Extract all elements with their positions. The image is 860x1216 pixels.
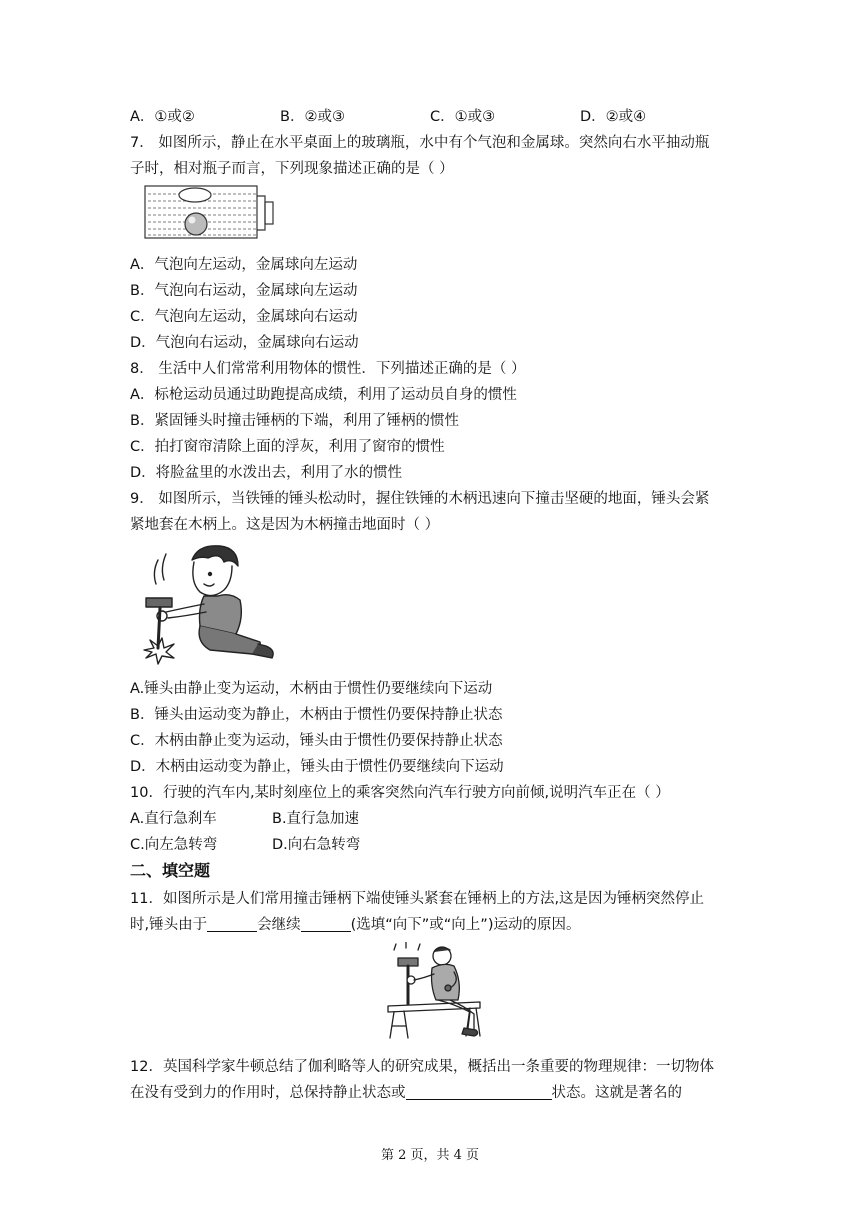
q6-option-c: C．①或③	[430, 109, 496, 125]
q7-stem-line2: 子时，相对瓶子而言，下列现象描述正确的是（ ）	[130, 161, 454, 177]
q8-option-c: C．拍打窗帘清除上面的浮灰，利用了窗帘的惯性	[130, 439, 445, 455]
q10-option-c: C.向左急转弯	[130, 837, 218, 853]
q9-option-c: C．木柄由静止变为运动，锤头由于惯性仍要保持静止状态	[130, 733, 503, 749]
q8-option-a: A．标枪运动员通过助跑提高成绩，利用了运动员自身的惯性	[130, 387, 517, 403]
bottle-figure	[143, 184, 275, 242]
q6-option-b: B．②或③	[280, 109, 345, 125]
q11-stem-line2	[130, 912, 580, 938]
q11-blank-1[interactable]	[207, 915, 257, 932]
q10-stem: 10．行驶的汽车内,某时刻座位上的乘客突然向汽车行驶方向前倾,说明汽车正在（ ）	[130, 785, 670, 801]
q6-option-d: D．②或④	[580, 109, 647, 125]
q9-option-d: D．木柄由运动变为静止，锤头由于惯性仍要继续向下运动	[130, 759, 504, 775]
q12-stem-line1: 12．英国科学家牛顿总结了伽利略等人的研究成果，概括出一条重要的物理规律：一切物体	[130, 1059, 714, 1075]
q7-option-c: C．气泡向左运动，金属球向右运动	[130, 309, 358, 325]
q11-stem-line1: 11．如图所示是人们常用撞击锤柄下端使锤头紧套在锤柄上的方法,这是因为锤柄突然停止	[130, 891, 705, 907]
q11-text-b: 会继续	[257, 917, 301, 933]
q7-stem-line1: 7． 如图所示，静止在水平桌面上的玻璃瓶，水中有个气泡和金属球。突然向右水平抽动瓶	[130, 135, 710, 151]
q11-blank-2[interactable]	[301, 915, 351, 932]
metal-ball	[185, 213, 207, 235]
q11-text-c: (选填“向下”或“向上”)运动的原因。	[350, 917, 581, 933]
q7-option-d: D．气泡向右运动，金属球向右运动	[130, 335, 359, 351]
q9-option-b: B．锤头由运动变为静止，木柄由于惯性仍要保持静止状态	[130, 707, 503, 723]
q11-text-a: 时,锤头由于	[130, 917, 208, 933]
q8-stem: 8． 生活中人们常常利用物体的惯性．下列描述正确的是（ ）	[130, 361, 526, 377]
q12-text-a: 在没有受到力的作用时，总保持静止状态或	[130, 1085, 406, 1101]
q12-text-b: 状态。这就是著名的	[551, 1085, 682, 1101]
q12-stem-line2	[130, 1080, 682, 1106]
q7-option-a: A．气泡向左运动，金属球向左运动	[130, 257, 358, 273]
air-bubble	[179, 188, 211, 202]
q9-option-a: A.锤头由静止变为运动，木柄由于惯性仍要继续向下运动	[130, 681, 493, 697]
q10-option-a: A.直行急刹车	[130, 811, 217, 827]
q8-option-d: D．将脸盆里的水泼出去，利用了水的惯性	[130, 465, 403, 481]
q10-option-b: B.直行急加速	[272, 811, 360, 827]
q9-stem-line1: 9． 如图所示，当铁锤的锤头松动时，握住铁锤的木柄迅速向下撞击坚硬的地面，锤头会紧	[130, 491, 710, 507]
q8-option-b: B．紧固锤头时撞击锤柄的下端，利用了锤柄的惯性	[130, 413, 459, 429]
kneeling-man-hammer-figure	[140, 538, 282, 668]
q7-option-b: B．气泡向右运动，金属球向左运动	[130, 283, 358, 299]
section-heading-fill-in: 二、填空题	[130, 861, 211, 880]
q9-stem-line2: 紧地套在木柄上。这是因为木柄撞击地面时（ ）	[130, 517, 440, 533]
q6-option-a: A．①或②	[130, 109, 195, 125]
q12-blank-1[interactable]	[406, 1083, 552, 1100]
q10-option-d: D.向右急转弯	[272, 837, 361, 853]
page-number-footer: 第 2 页，共 4 页	[380, 1148, 480, 1163]
man-bench-hammer-figure	[384, 942, 484, 1042]
